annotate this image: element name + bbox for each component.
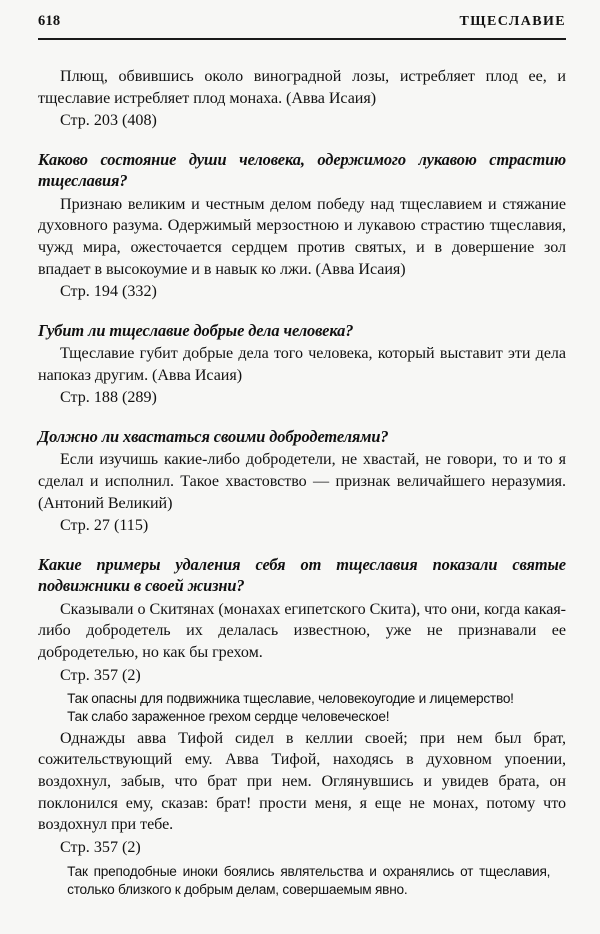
source-citation: Стр. 357 (2)	[60, 666, 141, 684]
editorial-commentary	[38, 689, 550, 726]
chapter-title: ТЩЕСЛАВИЕ	[459, 14, 566, 29]
question-heading: Должно ли хвастаться своими добродетелями?	[38, 427, 389, 447]
editorial-commentary	[38, 862, 550, 899]
commentary-line: Так преподобные иноки боялись являтельства и охранялись от тщеславия, столько близкого к добрым делам, совершаемым явно.	[67, 862, 551, 897]
commentary-line: Так опасны для подвижника тщеславие, человекоугодие и лицемерство!	[67, 690, 514, 707]
quotation-paragraph: Плющ, обвившись около виноградной лозы, истребляет плод ее, и тщеславие истребляет плод монаха. (Авва Исаия)	[38, 68, 566, 107]
question-heading: Губит ли тщеславие добрые дела человека?	[38, 320, 354, 340]
running-head	[38, 0, 566, 34]
commentary-line: Так слабо зараженное грехом сердце человеческое!	[67, 708, 390, 725]
source-citation: Стр. 194 (332)	[60, 283, 157, 301]
quotation-paragraph: Если изучишь какие-либо добродетели, не хвастай, не говори, то и то я сделал и исполнил. Такое хвастовство — признак величайшего неразумия. (Антоний Великий)	[38, 451, 566, 512]
question-heading: Какие примеры удаления себя от тщеславия показали святые подвижники в своей жизни?	[38, 554, 566, 596]
quotation-paragraph: Однажды авва Тифой сидел в келлии своей; при нем был брат, сожительствующий ему. Авва Тифой, находясь в духовном упоении, воздохнул, забыв, что брат при нем. Оглянувшись и увидев брата, он поклонился ему, сказав: брат! прости меня, я еще не монах, потому что воздохнул при тебе.	[38, 729, 566, 834]
source-citation: Стр. 357 (2)	[60, 838, 141, 856]
source-citation: Стр. 188 (289)	[60, 389, 157, 407]
question-heading: Каково состояние души человека, одержимого лукавою страстию тщеславия?	[38, 149, 566, 191]
source-citation: Стр. 27 (115)	[60, 517, 149, 535]
text-column	[38, 40, 566, 898]
quotation-paragraph: Сказывали о Скитянах (монахах египетского Скита), что они, когда какая-либо добродетель их делалась известною, уже не признавали ее добродетелью, но как бы грехом.	[38, 600, 566, 661]
quotation-paragraph: Признаю великим и честным делом победу над тщеславием и стяжание духовного разума. Одержимый мерзостною и лукавою страстию тщеславия, чужд мира, ожесточается сердцем против святых, и в довершение зол впадает в высокоумие и в навык ко лжи. (Авва Исаия)	[38, 195, 566, 278]
page-number: 618	[38, 13, 61, 29]
quotation-paragraph: Тщеславие губит добрые дела того человека, который выставит эти дела напоказ другим. (Авва Исаия)	[38, 345, 566, 384]
source-citation: Стр. 203 (408)	[60, 112, 157, 130]
